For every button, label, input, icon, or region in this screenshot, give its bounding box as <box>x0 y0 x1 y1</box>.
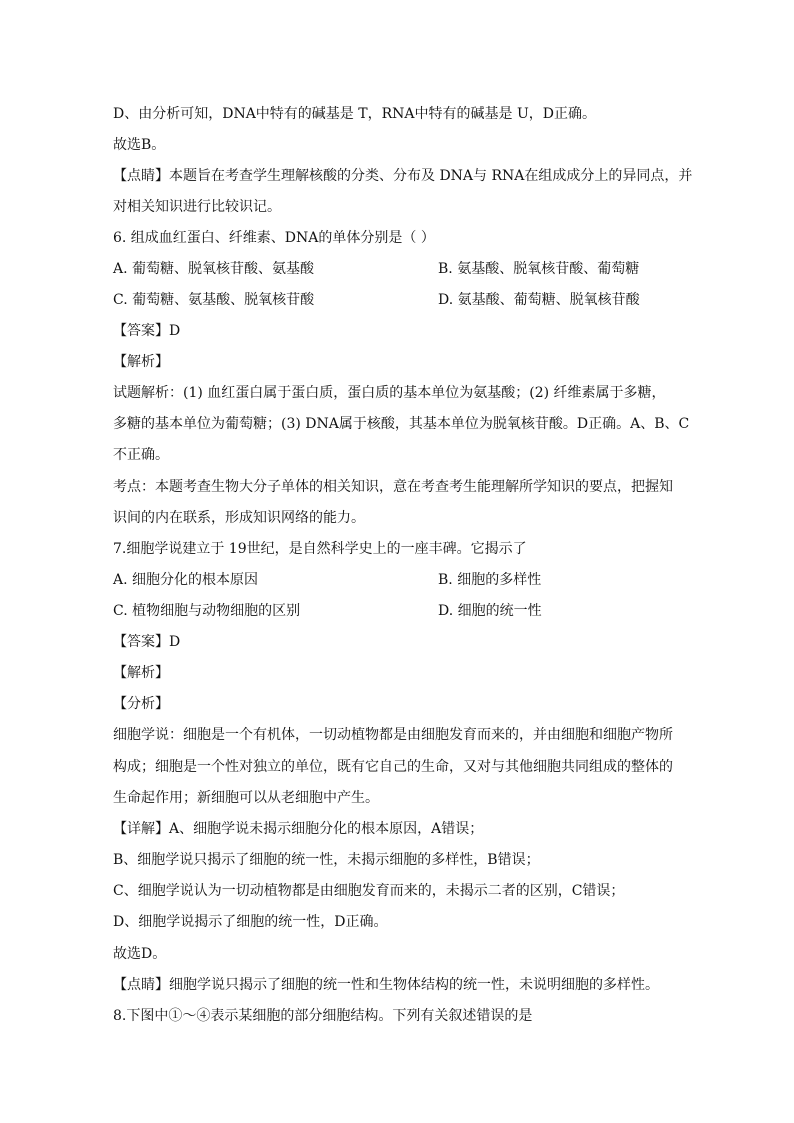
analysis-label: 【解析】 <box>113 665 169 681</box>
answer-label: 【答案】D <box>113 323 181 339</box>
text-line: 故选D。 <box>113 946 167 962</box>
option-a: A. 细胞分化的根本原因 <box>113 572 259 588</box>
option-b: B. 氨基酸、脱氧核苷酸、葡萄糖 <box>438 261 640 277</box>
text-line: 生命起作用；新细胞可以从老细胞中产生。 <box>113 790 379 806</box>
question-8: 8.下图中①～④表示某细胞的部分细胞结构。下列有关叙述错误的是 <box>113 1008 533 1024</box>
section-label: 【分析】 <box>113 696 169 712</box>
option-a: A. 葡萄糖、脱氧核苷酸、氨基酸 <box>113 261 315 277</box>
text-line: 【详解】A、细胞学说未揭示细胞分化的根本原因，A错误； <box>113 821 484 837</box>
option-c: C. 植物细胞与动物细胞的区别 <box>113 603 301 619</box>
answer-label: 【答案】D <box>113 634 181 650</box>
text-line: 【点睛】细胞学说只揭示了细胞的统一性和生物体结构的统一性，未说明细胞的多样性。 <box>113 977 659 993</box>
option-d: D. 氨基酸、葡萄糖、脱氧核苷酸 <box>438 292 640 308</box>
text-line: 构成；细胞是一个性对独立的单位，既有它自己的生命，又对与其他细胞共同组成的整体的 <box>113 759 673 775</box>
option-c: C. 葡萄糖、氨基酸、脱氧核苷酸 <box>113 292 315 308</box>
text-line: D、细胞学说揭示了细胞的统一性，D正确。 <box>113 914 388 930</box>
text-line: 细胞学说：细胞是一个有机体，一切动植物都是由细胞发育而来的，并由细胞和细胞产物所 <box>113 727 673 743</box>
question-7: 7.细胞学说建立于 19世纪，是自然科学史上的一座丰碑。它揭示了 <box>113 541 527 557</box>
analysis-label: 【解析】 <box>113 354 169 370</box>
option-b: B. 细胞的多样性 <box>438 572 542 588</box>
text-line: C、细胞学说认为一切动植物都是由细胞发育而来的，未揭示二者的区别，C错误； <box>113 883 625 899</box>
option-d: D. 细胞的统一性 <box>438 603 542 619</box>
text-line: 【点睛】本题旨在考查学生理解核酸的分类、分布及 DNA与 RNA在组成成分上的异同点，并 <box>113 168 693 184</box>
text-line: 考点：本题考查生物大分子单体的相关知识，意在考查考生能理解所学知识的要点，把握知 <box>113 479 673 495</box>
text-line: 不正确。 <box>113 447 169 463</box>
text-line: 识间的内在联系，形成知识网络的能力。 <box>113 510 365 526</box>
text-line: D、由分析可知，DNA中特有的碱基是 T，RNA中特有的碱基是 U，D正确。 <box>113 106 596 122</box>
text-line: 试题解析：(1) 血红蛋白属于蛋白质，蛋白质的基本单位为氨基酸；(2) 纤维素属于多糖， <box>113 385 666 401</box>
text-line: 多糖的基本单位为葡萄糖；(3) DNA属于核酸，其基本单位为脱氧核苷酸。D正确。A、B、C <box>113 416 690 432</box>
text-line: B、细胞学说只揭示了细胞的统一性，未揭示细胞的多样性，B错误； <box>113 852 540 868</box>
text-line: 故选B。 <box>113 137 166 153</box>
text-line: 对相关知识进行比较识记。 <box>113 199 281 215</box>
question-6: 6. 组成血红蛋白、纤维素、DNA的单体分别是（ ） <box>113 230 435 246</box>
